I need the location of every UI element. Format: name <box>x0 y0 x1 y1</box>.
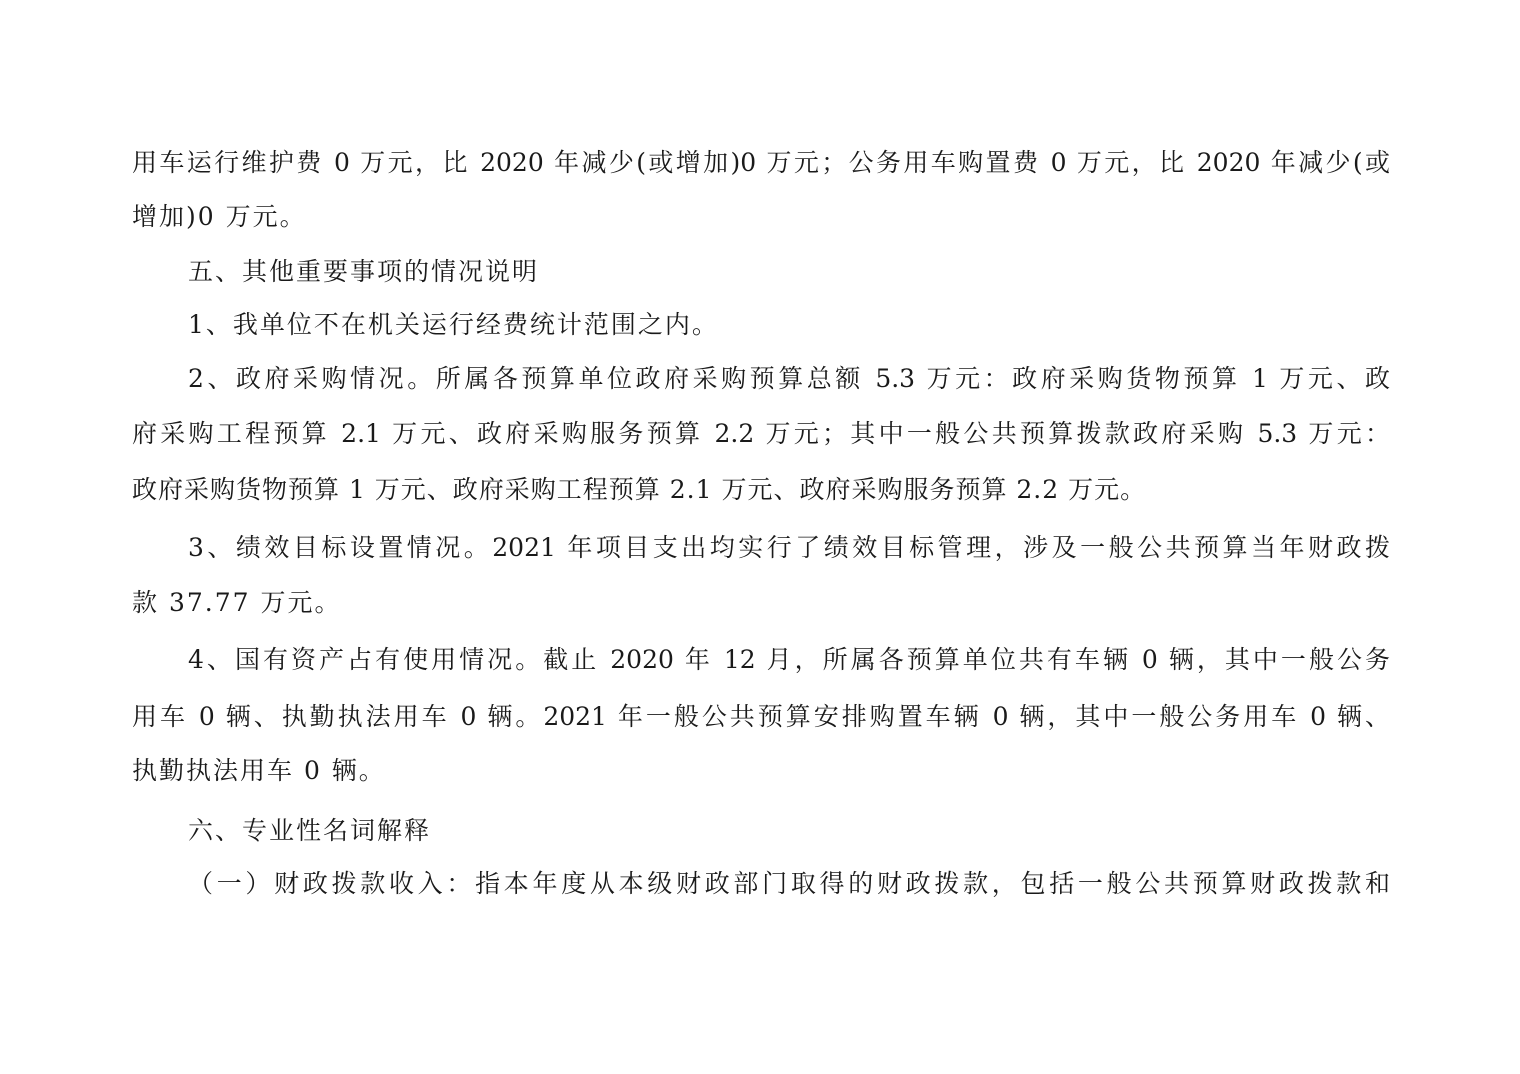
paragraph-vehicle-line-2: 增加)0 万元。 <box>132 202 307 231</box>
definition-1: （一）财政拨款收入：指本年度从本级财政部门取得的财政拨款，包括一般公共预算财政拨款和 <box>188 869 1390 898</box>
item-1: 1、我单位不在机关运行经费统计范围之内。 <box>188 310 719 339</box>
item-3-line-1: 3、绩效目标设置情况。2021 年项目支出均实行了绩效目标管理，涉及一般公共预算当年财政拨 <box>188 533 1390 562</box>
item-2-line-2: 府采购工程预算 2.1 万元、政府采购服务预算 2.2 万元；其中一般公共预算拨款政府采购 5.3 万元： <box>132 419 1390 448</box>
item-2-line-1: 2、政府采购情况。所属各预算单位政府采购预算总额 5.3 万元：政府采购货物预算 1 万元、政 <box>188 364 1390 393</box>
section-heading-5: 五、其他重要事项的情况说明 <box>188 257 540 286</box>
item-3-line-2: 款 37.77 万元。 <box>132 588 342 617</box>
paragraph-vehicle-line-1: 用车运行维护费 0 万元，比 2020 年减少(或增加)0 万元；公务用车购置费 0 万元，比 2020 年减少(或 <box>132 148 1390 177</box>
item-4-line-2: 用车 0 辆、执勤执法用车 0 辆。2021 年一般公共预算安排购置车辆 0 辆，其中一般公务用车 0 辆、 <box>132 702 1390 731</box>
item-4-line-1: 4、国有资产占有使用情况。截止 2020 年 12 月，所属各预算单位共有车辆 0 辆，其中一般公务 <box>188 645 1390 674</box>
item-2-line-3: 政府采购货物预算 1 万元、政府采购工程预算 2.1 万元、政府采购服务预算 2.2 万元。 <box>132 475 1147 504</box>
section-heading-6: 六、专业性名词解释 <box>188 816 432 845</box>
item-4-line-3: 执勤执法用车 0 辆。 <box>132 756 386 785</box>
